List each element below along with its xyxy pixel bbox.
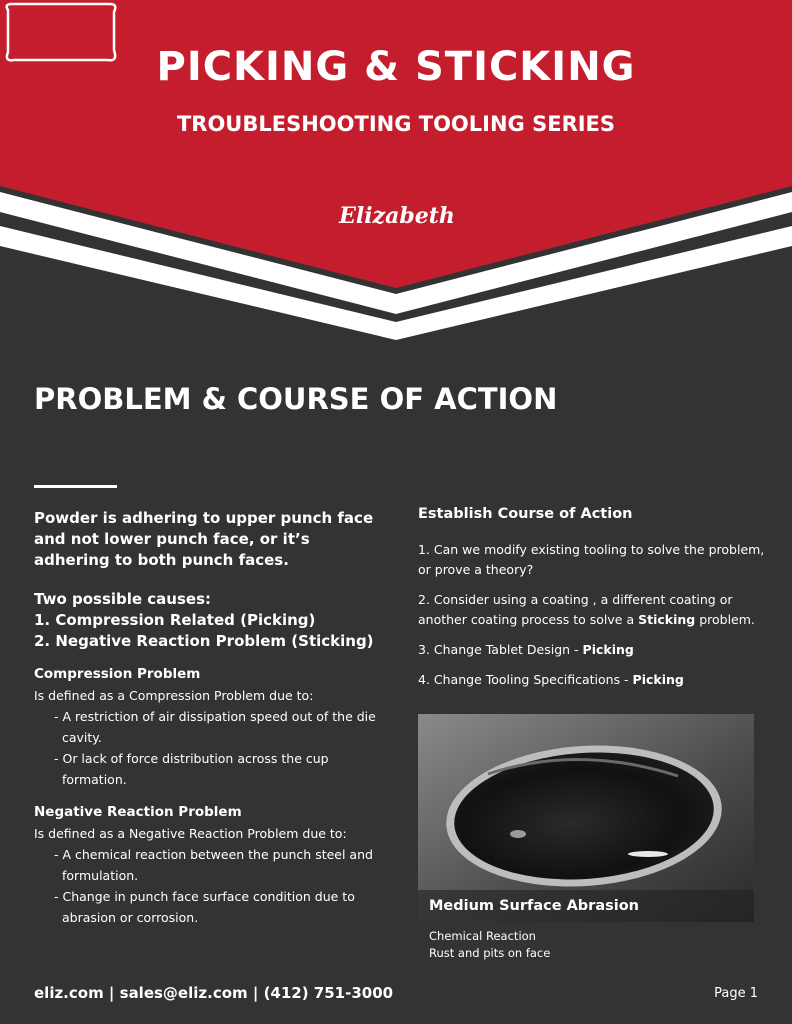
- compression-intro: Is defined as a Compression Problem due to:: [34, 688, 314, 703]
- step-text: problem.: [695, 612, 755, 627]
- step-item: [418, 640, 768, 660]
- bullet-item: - Or lack of force distribution across the cup formation.: [54, 751, 329, 787]
- photo-caption: Medium Surface Abrasion: [429, 898, 640, 914]
- step-keyword: Picking: [632, 672, 684, 687]
- step-text: 2. Consider using a coating , a different coating or another coating process to solve a: [418, 592, 733, 627]
- step-item: [418, 670, 768, 690]
- section-heading: PROBLEM & COURSE OF ACTION: [34, 382, 558, 416]
- cause-item: 1. Compression Related (Picking): [34, 611, 316, 629]
- causes-title: Two possible causes:: [34, 590, 212, 608]
- page-number: Page 1: [714, 986, 758, 1001]
- bullet-item: - A chemical reaction between the punch steel and formulation.: [54, 847, 373, 883]
- lead-paragraph: Powder is adhering to upper punch face and not lower punch face, or it’s adhering to both punch faces.: [34, 509, 374, 569]
- page-title: PICKING & STICKING: [156, 44, 636, 90]
- punch-face-photo: [418, 714, 754, 922]
- page-subtitle: TROUBLESHOOTING TOOLING SERIES: [176, 112, 616, 136]
- header-banner: [0, 0, 792, 340]
- photo-desc-line: Chemical Reaction: [429, 929, 536, 943]
- footer-contact: eliz.com | sales@eliz.com | (412) 751-3000: [34, 984, 394, 1002]
- cause-item: 2. Negative Reaction Problem (Sticking): [34, 632, 374, 650]
- course-of-action-heading: Establish Course of Action: [418, 506, 633, 522]
- negative-reaction-heading: Negative Reaction Problem: [34, 804, 242, 820]
- heading-divider: [34, 485, 117, 488]
- step-text: 4. Change Tooling Specifications -: [418, 672, 633, 687]
- logo-text: Elizabeth: [339, 203, 455, 229]
- step-item: 1. Can we modify existing tooling to solve the problem, or prove a theory?: [418, 542, 765, 577]
- negative-reaction-intro: Is defined as a Negative Reaction Problem due to:: [34, 826, 347, 841]
- bullet-item: - Change in punch face surface condition due to abrasion or corrosion.: [54, 889, 355, 925]
- right-column: [418, 506, 768, 700]
- compression-heading: Compression Problem: [34, 666, 201, 682]
- bullet-item: - A restriction of air dissipation speed out of the die cavity.: [54, 709, 376, 745]
- step-keyword: Sticking: [638, 612, 696, 627]
- left-column: [34, 508, 389, 928]
- step-text: 3. Change Tablet Design -: [418, 642, 583, 657]
- step-item: [418, 590, 768, 630]
- photo-desc-line: Rust and pits on face: [429, 946, 551, 960]
- photo-description: [429, 928, 550, 962]
- causes-list: [34, 589, 389, 652]
- elizabeth-logo: [0, 0, 122, 68]
- step-keyword: Picking: [582, 642, 634, 657]
